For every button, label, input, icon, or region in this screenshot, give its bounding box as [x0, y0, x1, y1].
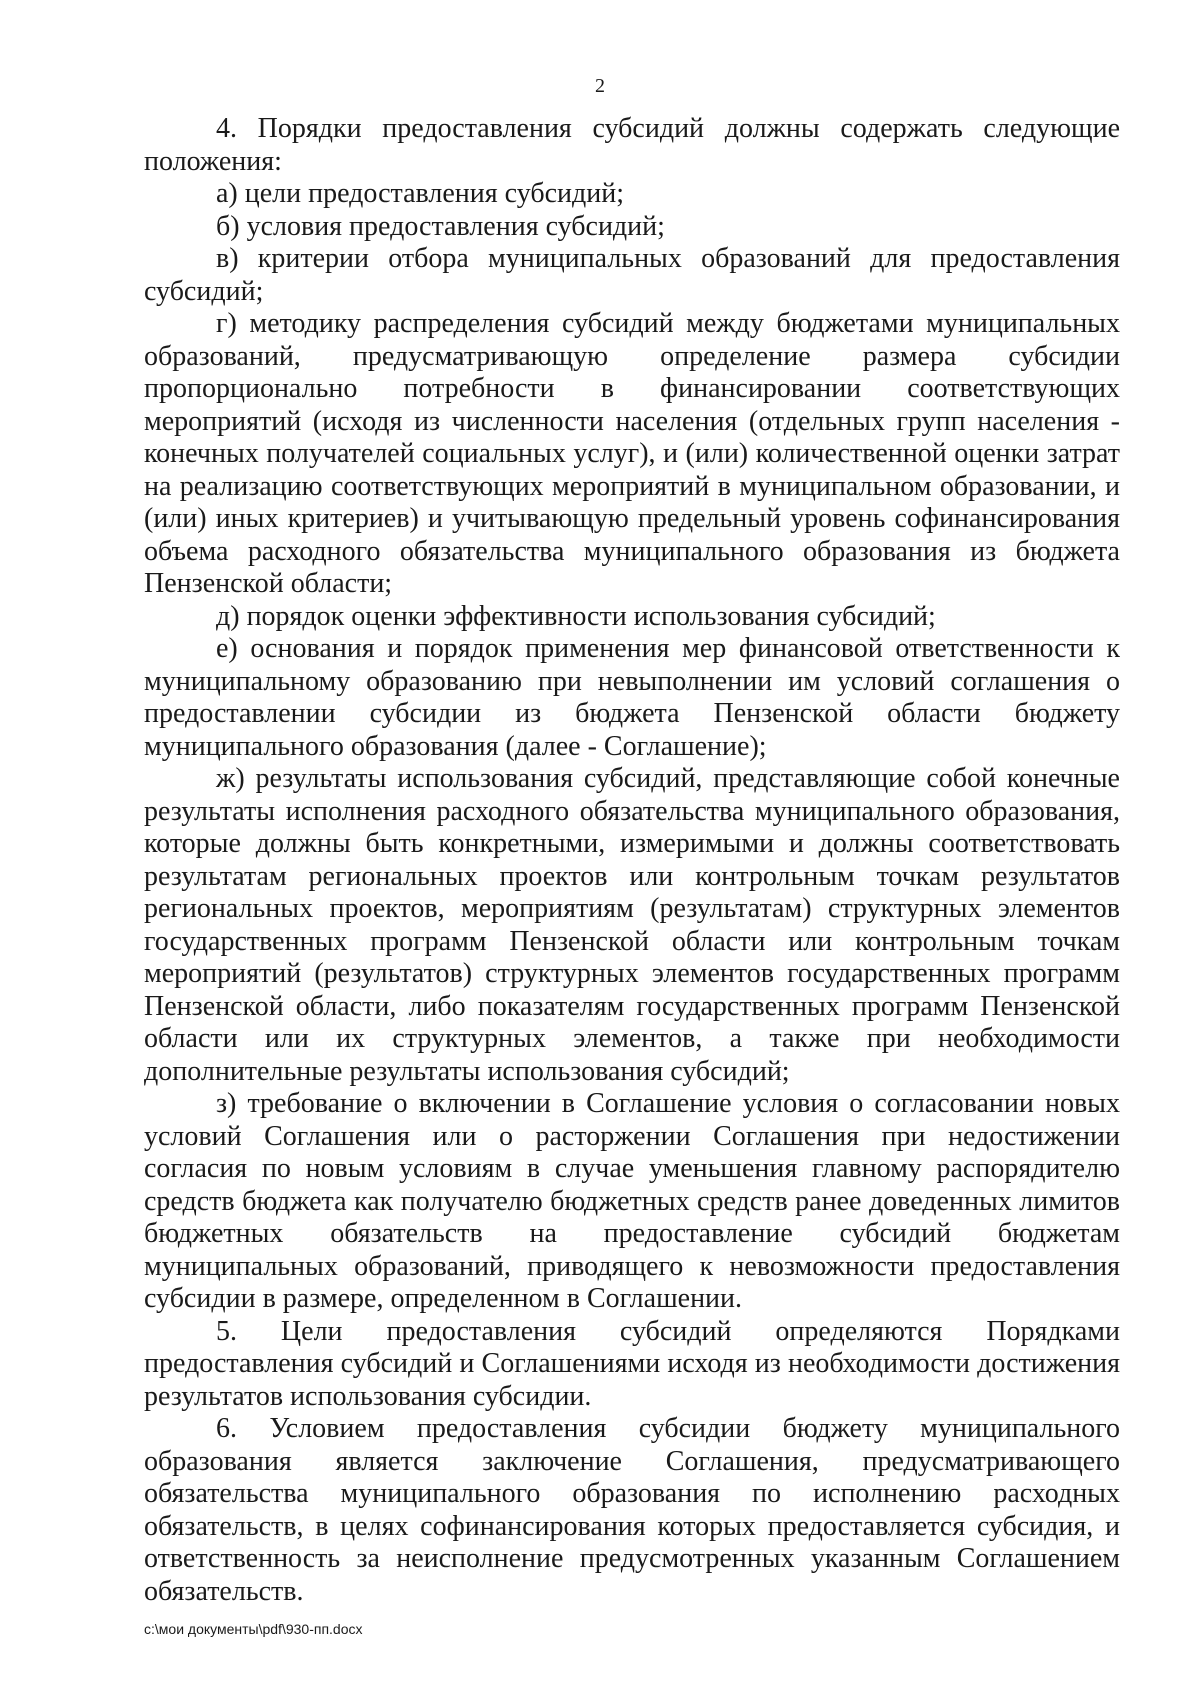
- list-item-zh: ж) результаты использования субсидий, представляющие собой конечные результаты исполнения расходного обязательства муниципального образования, которые должны быть конкретными, измеримыми и должны соответствовать результатам региональных проектов или контрольным точкам результатов региональных проектов, мероприятиям (результатам) структурных элементов государственных программ Пензенской области или контрольным точкам мероприятий (результатов) структурных элементов государственных программ Пензенской области, либо показателям государственных программ Пензенской области или их структурных элементов, а также при необходимости дополнительные результаты использования субсидий;: [144, 763, 1120, 1087]
- paragraph-5: 5. Цели предоставления субсидий определяются Порядками предоставления субсидий и Соглашениями исходя из необходимости достижения результатов использования субсидии.: [144, 1315, 1120, 1412]
- list-item-v: в) критерии отбора муниципальных образований для предоставления субсидий;: [144, 243, 1120, 307]
- list-item-e: е) основания и порядок применения мер финансовой ответственности к муниципальному образованию при невыполнении им условий соглашения о предоставлении субсидии из бюджета Пензенской области бюджету муниципального образования (далее - Соглашение);: [144, 633, 1120, 762]
- file-path-footer: c:\мои документы\pdf\930-пп.docx: [144, 1621, 363, 1637]
- paragraph-4: 4. Порядки предоставления субсидий должны содержать следующие положения:: [144, 113, 1120, 177]
- list-item-b: б) условия предоставления субсидий;: [216, 210, 665, 242]
- list-item-a: а) цели предоставления субсидий;: [216, 178, 624, 209]
- list-item-g: г) методику распределения субсидий между бюджетами муниципальных образований, предусматривающую определение размера субсидии пропорционально потребности в финансировании соответствующих мероприятий (исходя из численности населения (отдельных групп населения - конечных получателей социальных услуг), и (или) количественной оценки затрат на реализацию соответствующих мероприятий в муниципальном образовании, и (или) иных критериев) и учитывающую предельный уровень софинансирования объема расходного обязательства муниципального образования из бюджета Пензенской области;: [144, 308, 1120, 599]
- page-number: 2: [595, 75, 605, 97]
- document-body: [144, 113, 1120, 1608]
- paragraph-6: 6. Условием предоставления субсидии бюджету муниципального образования является заключение Соглашения, предусматривающего обязательства муниципального образования по исполнению расходных обязательств, в целях софинансирования которых предоставляется субсидия, и ответственность за неисполнение предусмотренных указанным Соглашением обязательств.: [144, 1413, 1120, 1607]
- list-item-z: з) требование о включении в Соглашение условия о согласовании новых условий Соглашения или о расторжении Соглашения при недостижении согласия по новым условиям в случае уменьшения главному распорядителю средств бюджета как получателю бюджетных средств ранее доведенных лимитов бюджетных обязательств на предоставление субсидий бюджетам муниципальных образований, приводящего к невозможности предоставления субсидии в размере, определенном в Соглашении.: [144, 1088, 1120, 1314]
- list-item-d: д) порядок оценки эффективности использования субсидий;: [216, 600, 936, 632]
